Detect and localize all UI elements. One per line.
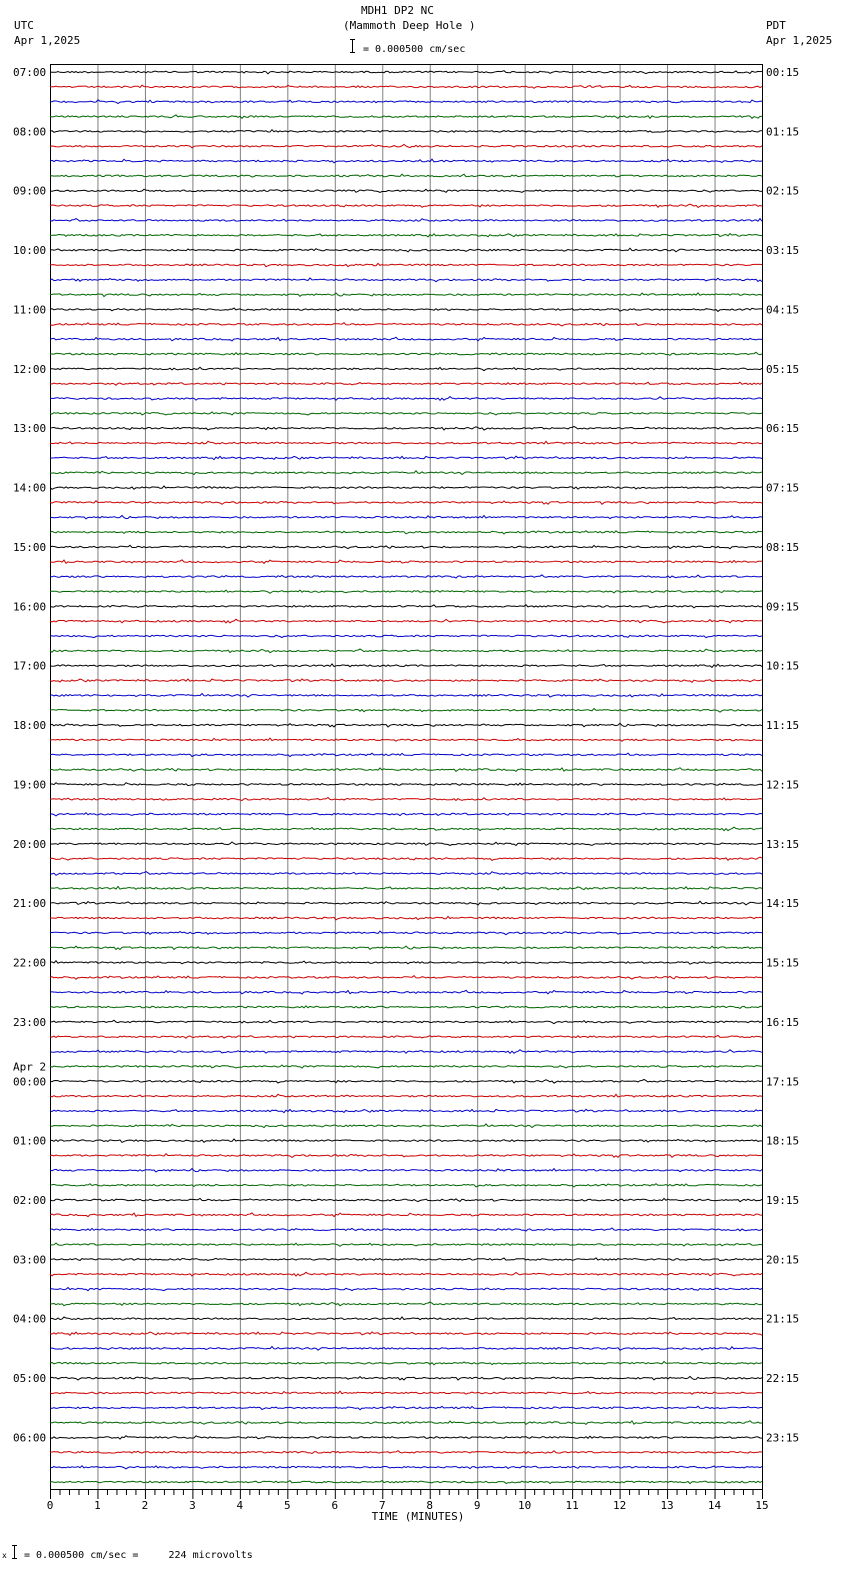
trace-line: [50, 71, 762, 74]
right-timezone: PDT: [766, 19, 786, 32]
trace-line: [50, 1006, 762, 1009]
trace-line: [50, 1035, 762, 1038]
x-tick-label: 9: [473, 1499, 481, 1512]
trace-line: [50, 85, 762, 88]
trace-line: [50, 679, 762, 682]
trace-line: [50, 234, 762, 237]
utc-hour-label: 23:00: [13, 1015, 47, 1029]
trace-line: [50, 857, 762, 860]
plot-frame: [51, 65, 763, 1490]
trace-line: [50, 501, 762, 505]
x-tick-label: 1: [94, 1499, 101, 1512]
pdt-hour-label: 07:15: [766, 481, 800, 495]
pdt-hour-label: 00:15: [766, 66, 800, 79]
utc-hour-label: 01:00: [13, 1134, 47, 1148]
trace-line: [50, 352, 762, 355]
trace-line: [50, 471, 762, 475]
utc-hour-label: 07:00: [13, 66, 47, 79]
trace-line: [50, 263, 762, 266]
x-tick-label: 11: [565, 1499, 579, 1512]
trace-line: [50, 753, 762, 757]
utc-hour-label: 17:00: [13, 659, 47, 673]
trace-line: [50, 931, 762, 935]
trace-line: [50, 1362, 762, 1365]
x-tick-label: 12: [612, 1499, 627, 1512]
trace-line: [50, 783, 762, 786]
trace-line: [50, 100, 762, 104]
x-tick-label: 14: [707, 1499, 722, 1512]
trace-line: [50, 1436, 762, 1439]
trace-line: [50, 219, 762, 222]
station-subtitle: (Mammoth Deep Hole ): [343, 19, 476, 32]
x-axis-label: TIME (MINUTES): [371, 1510, 465, 1523]
pdt-hour-label: 16:15: [766, 1015, 800, 1029]
pdt-hour-label: 06:15: [766, 422, 800, 436]
trace-line: [50, 441, 762, 444]
trace-line: [50, 768, 762, 772]
pdt-hour-label: 20:15: [766, 1253, 800, 1267]
left-timezone: UTC: [14, 19, 34, 32]
footer-mark: x: [2, 1551, 7, 1560]
trace-line: [50, 486, 762, 489]
pdt-hour-label: 22:15: [766, 1372, 800, 1386]
trace-line: [50, 1169, 762, 1172]
trace-line: [50, 694, 762, 698]
trace-line: [50, 1406, 762, 1410]
x-tick-label: 4: [236, 1499, 244, 1512]
utc-hour-label: 06:00: [13, 1431, 47, 1445]
trace-line: [50, 144, 762, 148]
pdt-hour-label: 10:15: [766, 659, 800, 673]
pdt-hour-label: 08:15: [766, 540, 800, 554]
trace-line: [50, 159, 762, 163]
trace-line: [50, 1020, 762, 1024]
trace-line: [50, 560, 762, 564]
trace-line: [50, 293, 762, 297]
trace-line: [50, 1198, 762, 1201]
pdt-hour-label: 18:15: [766, 1134, 800, 1148]
footer-scale-text: = 0.000500 cm/sec = 224 microvolts: [24, 1550, 253, 1561]
x-tick-label: 3: [189, 1499, 196, 1512]
trace-line: [50, 976, 762, 980]
trace-line: [50, 1079, 762, 1083]
pdt-hour-label: 09:15: [766, 600, 800, 614]
scale-text: = 0.000500 cm/sec: [363, 44, 466, 55]
trace-line: [50, 916, 762, 919]
utc-hour-label: 20:00: [13, 837, 47, 851]
trace-line: [50, 1154, 762, 1158]
trace-line: [50, 1391, 762, 1394]
trace-line: [50, 531, 762, 534]
trace-line: [50, 1302, 762, 1306]
footer-scale-bar-icon: [12, 1545, 17, 1559]
trace-line: [50, 1272, 762, 1276]
pdt-hour-label: 11:15: [766, 719, 800, 733]
trace-line: [50, 901, 762, 905]
utc-hour-label: 11:00: [13, 303, 47, 317]
trace-line: [50, 946, 762, 950]
trace-line: [50, 1124, 762, 1128]
trace-line: [50, 412, 762, 415]
pdt-hour-label: 03:15: [766, 244, 800, 258]
trace-line: [50, 798, 762, 801]
trace-line: [50, 1451, 762, 1454]
x-tick-label: 2: [141, 1499, 149, 1512]
trace-line: [50, 1050, 762, 1054]
trace-line: [50, 590, 762, 593]
trace-line: [50, 990, 762, 994]
trace-line: [50, 872, 762, 876]
utc-hour-label: 15:00: [13, 540, 47, 554]
pdt-hour-label: 13:15: [766, 837, 800, 851]
trace-line: [50, 1213, 762, 1217]
pdt-hour-label: 02:15: [766, 184, 800, 198]
trace-line: [50, 1228, 762, 1231]
utc-hour-label: 22:00: [13, 956, 47, 970]
pdt-hour-label: 14:15: [766, 897, 800, 911]
trace-line: [50, 367, 762, 370]
utc-hour-label: 21:00: [13, 897, 47, 911]
pdt-hour-label: 05:15: [766, 362, 800, 376]
trace-line: [50, 664, 762, 668]
trace-line: [50, 1109, 762, 1112]
trace-line: [50, 1065, 762, 1068]
utc-hour-label: 00:00: [13, 1075, 47, 1089]
left-date: Apr 1,2025: [14, 34, 81, 47]
trace-line: [50, 827, 762, 831]
trace-line: [50, 1258, 762, 1261]
utc-hour-label: 13:00: [13, 422, 47, 436]
trace-line: [50, 1139, 762, 1142]
utc-hour-label: 09:00: [13, 184, 47, 198]
trace-line: [50, 738, 762, 741]
utc-hour-label: 14:00: [13, 481, 47, 495]
x-tick-label: 10: [518, 1499, 532, 1512]
trace-line: [50, 545, 762, 548]
trace-line: [50, 1466, 762, 1469]
utc-hour-label: 08:00: [13, 125, 47, 139]
pdt-hour-label: 21:15: [766, 1312, 800, 1326]
trace-line: [50, 1094, 762, 1097]
trace-line: [50, 709, 762, 713]
trace-line: [50, 1317, 762, 1320]
x-tick-label: 7: [378, 1499, 386, 1512]
trace-line: [50, 635, 762, 638]
trace-line: [50, 337, 762, 341]
trace-line: [50, 619, 762, 623]
station-title: MDH1 DP2 NC: [361, 4, 434, 17]
trace-line: [50, 1332, 762, 1336]
trace-line: [50, 115, 762, 119]
trace-line: [50, 397, 762, 401]
trace-line: [50, 1376, 762, 1380]
utc-hour-label: 18:00: [13, 719, 47, 733]
trace-line: [50, 456, 762, 459]
trace-line: [50, 1421, 762, 1425]
trace-line: [50, 204, 762, 207]
utc-hour-label: 19:00: [13, 778, 47, 792]
trace-line: [50, 308, 762, 311]
trace-line: [50, 426, 762, 430]
x-tick-label: 5: [284, 1499, 291, 1512]
trace-line: [50, 516, 762, 519]
pdt-hour-label: 01:15: [766, 125, 800, 139]
trace-line: [50, 813, 762, 816]
trace-line: [50, 174, 762, 177]
trace-line: [50, 842, 762, 846]
utc-hour-label: 12:00: [13, 362, 47, 376]
pdt-hour-label: 12:15: [766, 778, 800, 792]
utc-hour-label: 03:00: [13, 1253, 47, 1267]
trace-line: [50, 278, 762, 282]
pdt-hour-label: 19:15: [766, 1194, 800, 1207]
date-change-label: Apr 2: [13, 1060, 47, 1074]
x-tick-label: 8: [426, 1499, 434, 1512]
trace-line: [50, 649, 762, 653]
utc-hour-label: 10:00: [13, 244, 47, 258]
pdt-hour-label: 04:15: [766, 303, 800, 317]
pdt-hour-label: 17:15: [766, 1075, 800, 1089]
x-tick-label: 15: [755, 1499, 769, 1512]
utc-hour-label: 16:00: [13, 600, 47, 614]
trace-line: [50, 1481, 762, 1484]
trace-line: [50, 1288, 762, 1291]
trace-line: [50, 575, 762, 578]
trace-line: [50, 961, 762, 964]
pdt-hour-label: 23:15: [766, 1431, 800, 1445]
trace-line: [50, 189, 762, 192]
x-tick-label: 6: [331, 1499, 339, 1512]
trace-line: [50, 605, 762, 608]
utc-hour-label: 05:00: [13, 1372, 47, 1386]
x-tick-label: 13: [660, 1499, 674, 1512]
trace-line: [50, 1184, 762, 1187]
trace-line: [50, 723, 762, 727]
right-date: Apr 1,2025: [766, 34, 833, 47]
trace-line: [50, 382, 762, 385]
trace-line: [50, 130, 762, 133]
utc-hour-label: 02:00: [13, 1194, 47, 1207]
trace-line: [50, 1243, 762, 1246]
utc-hour-label: 04:00: [13, 1312, 47, 1326]
pdt-hour-label: 15:15: [766, 956, 800, 970]
trace-line: [50, 323, 762, 326]
trace-line: [50, 887, 762, 891]
trace-line: [50, 1347, 762, 1351]
trace-line: [50, 248, 762, 252]
x-tick-label: 0: [46, 1499, 54, 1512]
